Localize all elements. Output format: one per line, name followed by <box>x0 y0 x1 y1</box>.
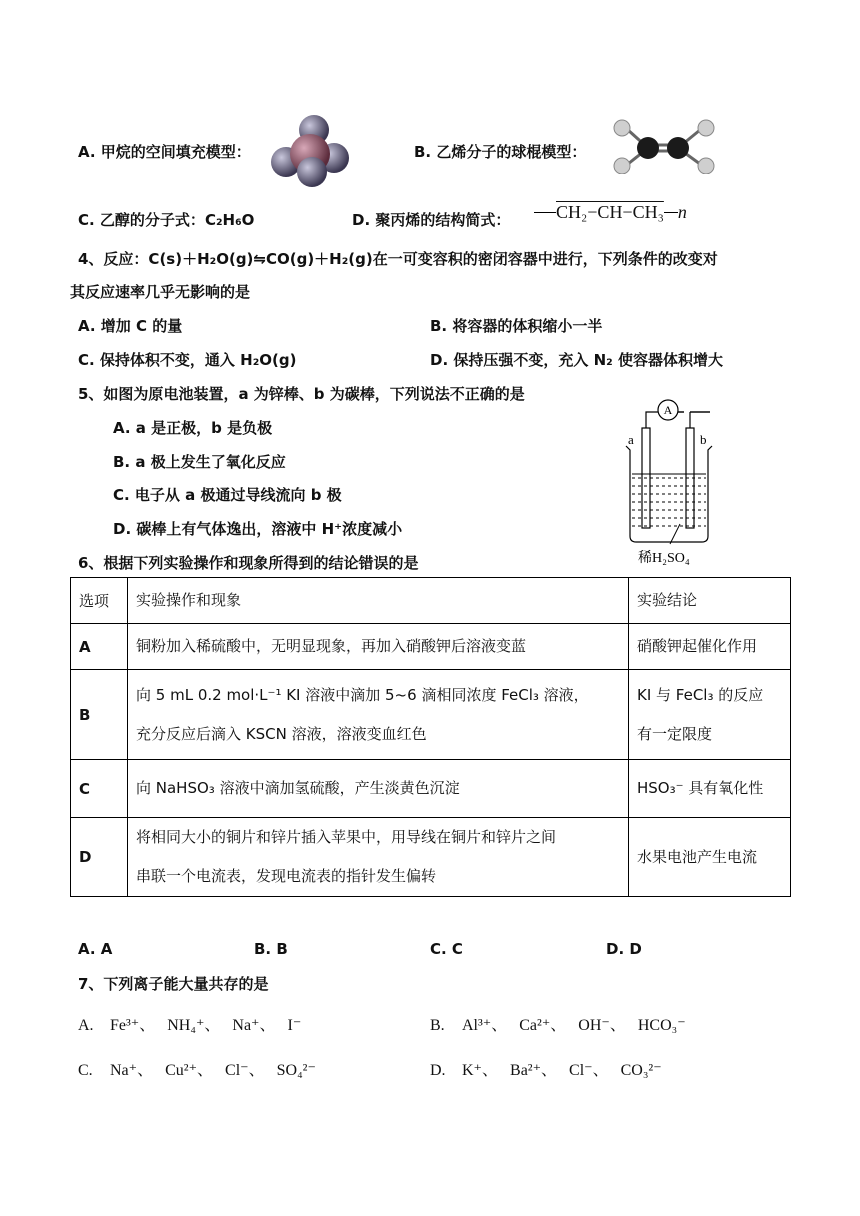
row-option: D <box>71 818 128 897</box>
ion: Cu²⁺、 <box>165 1062 214 1079</box>
row-conclusion-line1: KI 与 FeCl₃ 的反应 <box>637 685 764 704</box>
ion: Ca²⁺、 <box>519 1017 567 1034</box>
table-row <box>71 818 791 897</box>
ion: Ba²⁺、 <box>510 1062 558 1079</box>
table-row <box>71 760 791 818</box>
q7-option-d-label: D. <box>430 1062 446 1079</box>
q7-stem: 7、下列离子能大量共存的是 <box>78 975 269 993</box>
row-operation-line1: 向 5 mL 0.2 mol·L⁻¹ KI 溶液中滴加 5~6 滴相同浓度 FeCl₃ 溶液， <box>136 685 589 704</box>
q6-stem: 6、根据下列实验操作和现象所得到的结论错误的是 <box>78 554 419 572</box>
q7-option-a <box>78 1012 309 1035</box>
q7-option-b-label: B. <box>430 1017 445 1034</box>
q7-option-b <box>430 1012 694 1035</box>
q4-stem-line1: 4、反应：C(s)＋H₂O(g)⇋CO(g)＋H₂(g)在一可变容积的密闭容器中进行，下列条件的改变对 <box>78 250 718 268</box>
row-conclusion: 硝酸钾起催化作用 <box>629 624 791 670</box>
q4-option-d: D. 保持压强不变，充入 N₂ 使容器体积增大 <box>430 351 723 369</box>
row-operation: 铜粉加入稀硫酸中，无明显现象，再加入硝酸钾后溶液变蓝 <box>128 624 629 670</box>
ion: Cl⁻、 <box>569 1062 609 1079</box>
polymer-n: n <box>677 202 687 222</box>
ion: Na⁺、 <box>232 1017 276 1034</box>
row-operation <box>128 670 629 760</box>
polypropylene-formula-body: CH₂−CH−CH₃ <box>556 202 664 222</box>
ion: Cl⁻、 <box>225 1062 265 1079</box>
q3-option-c <box>78 209 254 230</box>
q7-option-c <box>78 1057 324 1080</box>
header-option: 选项 <box>71 578 128 624</box>
q3-option-a: A. 甲烷的空间填充模型： <box>78 143 251 161</box>
row-conclusion: HSO₃⁻ 具有氧化性 <box>629 760 791 818</box>
q5-option-d: D. 碳棒上有气体逸出，溶液中 H⁺浓度减小 <box>113 520 403 538</box>
row-conclusion: 水果电池产生电流 <box>629 818 791 897</box>
row-option: A <box>71 624 128 670</box>
q3-option-c-formula: C₂H₆O <box>204 211 255 229</box>
q6-table <box>70 577 791 897</box>
ion: SO₄²⁻ <box>276 1062 316 1079</box>
ion: HCO₃⁻ <box>637 1017 686 1034</box>
ion: Na⁺、 <box>110 1062 154 1079</box>
ion: NH₄⁺、 <box>167 1017 221 1034</box>
row-operation: 向 NaHSO₃ 溶液中滴加氢硫酸，产生淡黄色沉淀 <box>128 760 629 818</box>
q5-option-a: A. a 是正极，b 是负极 <box>113 419 273 437</box>
q3-option-b: B. 乙烯分子的球棍模型： <box>414 143 587 161</box>
row-operation-line1: 将相同大小的铜片和锌片插入苹果中，用导线在铜片和锌片之间 <box>136 828 557 846</box>
q5-option-c: C. 电子从 a 极通过导线流向 b 极 <box>113 486 342 504</box>
q6-answer-a: A. A <box>78 940 113 958</box>
electrode-a-label: a <box>628 432 634 447</box>
header-conclusion: 实验结论 <box>629 578 791 624</box>
ion: K⁺、 <box>462 1062 499 1079</box>
table-row <box>71 670 791 760</box>
solution-label: 稀H₂SO₄ <box>638 551 690 566</box>
header-operation: 实验操作和现象 <box>128 578 629 624</box>
ion: CO₃²⁻ <box>620 1062 662 1079</box>
q3-option-c-label: C. 乙醇的分子式： <box>78 211 205 229</box>
q3-option-d-label: D. 聚丙烯的结构简式： <box>352 211 511 229</box>
row-conclusion-line2: 有一定限度 <box>637 724 713 743</box>
ethylene-ball-stick-model <box>608 118 720 174</box>
ion: I⁻ <box>287 1017 302 1034</box>
q4-option-a: A. 增加 C 的量 <box>78 317 183 335</box>
q4-stem-line2: 其反应速率几乎无影响的是 <box>70 283 251 301</box>
q6-answer-c: C. C <box>430 940 463 958</box>
table-header-row <box>71 578 791 624</box>
galvanic-cell-diagram <box>620 398 720 572</box>
q7-option-c-label: C. <box>78 1062 93 1079</box>
q5-option-b: B. a 极上发生了氧化反应 <box>113 453 286 471</box>
polypropylene-formula <box>534 202 687 223</box>
electrode-b-label: b <box>700 432 707 447</box>
table-row <box>71 624 791 670</box>
q6-answer-d: D. D <box>606 940 642 958</box>
row-conclusion <box>629 670 791 760</box>
ion: Fe³⁺、 <box>110 1017 156 1034</box>
q7-option-d <box>430 1057 670 1080</box>
row-option: C <box>71 760 128 818</box>
q6-answer-b: B. B <box>254 940 288 958</box>
q4-option-c: C. 保持体积不变，通入 H₂O(g) <box>78 351 297 369</box>
row-operation-line2: 充分反应后滴入 KSCN 溶液，溶液变血红色 <box>136 724 427 743</box>
q5-stem: 5、如图为原电池装置，a 为锌棒、b 为碳棒，下列说法不正确的是 <box>78 385 525 403</box>
methane-space-filling-model <box>268 112 354 188</box>
q7-option-a-label: A. <box>78 1017 94 1034</box>
row-option: B <box>71 670 128 760</box>
row-operation <box>128 818 629 897</box>
ion: OH⁻、 <box>578 1017 626 1034</box>
q4-option-b: B. 将容器的体积缩小一半 <box>430 317 603 335</box>
row-operation-line2: 串联一个电流表，发现电流表的指针发生偏转 <box>136 867 437 885</box>
ion: Al³⁺、 <box>462 1017 508 1034</box>
ammeter-label: A <box>663 403 673 417</box>
